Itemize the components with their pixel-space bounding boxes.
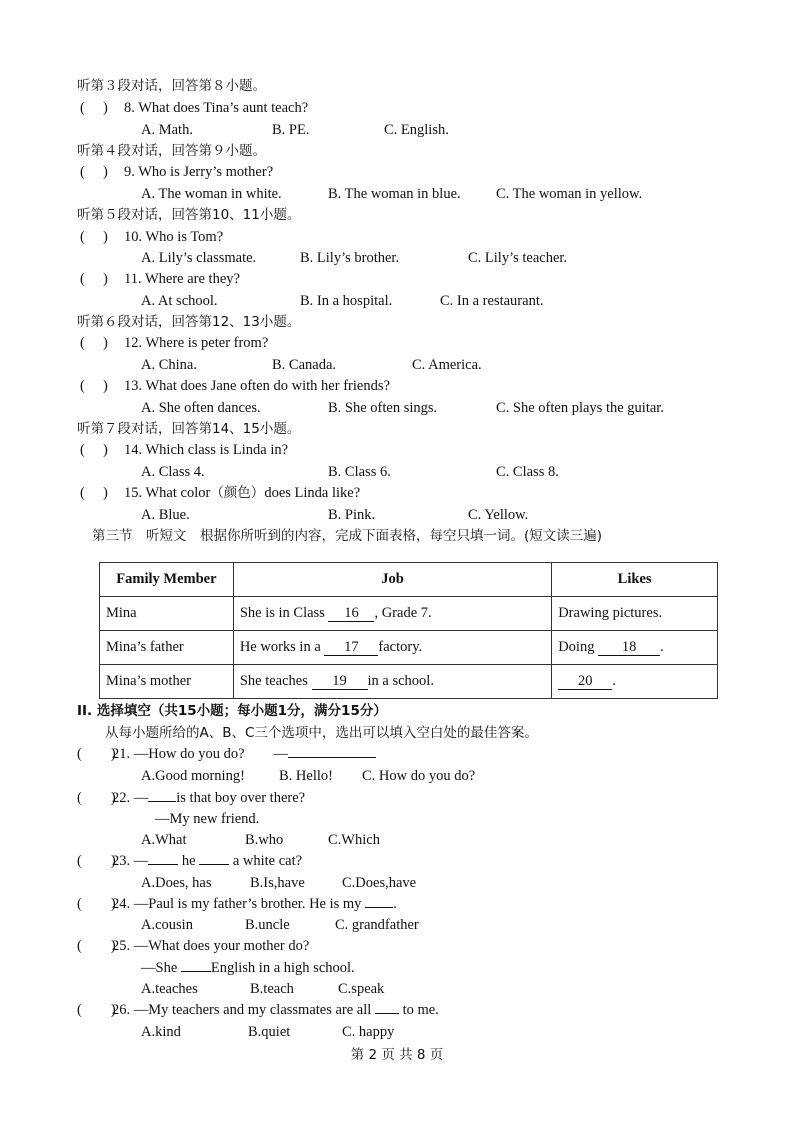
option-a: A.What bbox=[141, 832, 187, 848]
member-cell: Mina’s father bbox=[100, 631, 234, 665]
option-b: B.teach bbox=[250, 981, 294, 997]
option-b: B. Lily’s brother. bbox=[300, 250, 400, 266]
option-b: B. In a hospital. bbox=[300, 293, 393, 309]
answer-paren[interactable]: ( ) bbox=[80, 164, 108, 180]
question-text: 13. What does Jane often do with her friends? bbox=[124, 378, 390, 394]
option-a: A. At school. bbox=[141, 293, 218, 309]
question-text: 21. —How do you do? — bbox=[112, 744, 376, 764]
job-cell: She is in Class 16 , Grade 7. bbox=[233, 597, 551, 631]
table-header-row bbox=[100, 563, 718, 597]
answer-paren[interactable]: ( ) bbox=[77, 790, 116, 806]
option-c: C.Which bbox=[328, 832, 380, 848]
option-a: A.Good morning! bbox=[141, 768, 245, 784]
option-a: A. Math. bbox=[141, 122, 193, 138]
option-c: C. She often plays the guitar. bbox=[496, 400, 664, 416]
option-a: A. Lily’s classmate. bbox=[141, 250, 257, 266]
question-text: 10. Who is Tom? bbox=[124, 229, 224, 245]
answer-paren[interactable]: ( ) bbox=[77, 938, 116, 954]
blank-16[interactable]: 16 bbox=[328, 605, 374, 622]
option-c: C.Does,have bbox=[342, 875, 417, 891]
answer-blank[interactable] bbox=[288, 757, 376, 758]
member-cell: Mina bbox=[100, 597, 234, 631]
answer-paren[interactable]: ( ) bbox=[80, 442, 108, 458]
answer-paren[interactable]: ( ) bbox=[80, 378, 108, 394]
table-row bbox=[100, 597, 718, 631]
option-b: B.quiet bbox=[248, 1024, 291, 1040]
answer-paren[interactable]: ( ) bbox=[77, 746, 116, 762]
option-c: C. grandfather bbox=[335, 917, 419, 933]
question-text: 26. —My teachers and my classmates are all to me. bbox=[112, 1002, 439, 1018]
answer-paren[interactable]: ( ) bbox=[80, 485, 108, 501]
answer-paren[interactable]: ( ) bbox=[80, 229, 108, 245]
answer-paren[interactable]: ( ) bbox=[77, 1002, 116, 1018]
question-text: 22. — is that boy over there? bbox=[112, 790, 306, 806]
answer-blank[interactable] bbox=[148, 864, 178, 865]
question-text: 9. Who is Jerry’s mother? bbox=[124, 164, 274, 180]
answer-paren[interactable]: ( ) bbox=[80, 271, 108, 287]
blank-18[interactable]: 18 bbox=[598, 639, 660, 656]
option-c: C. The woman in yellow. bbox=[496, 186, 643, 202]
option-c: C. America. bbox=[412, 357, 482, 373]
header-family-member: Family Member bbox=[100, 563, 234, 597]
option-c: C. happy bbox=[342, 1024, 395, 1040]
question-text: 8. What does Tina’s aunt teach? bbox=[124, 100, 309, 116]
option-a: A. She often dances. bbox=[141, 400, 261, 416]
likes-cell: Doing 18 . bbox=[552, 631, 718, 665]
table-row bbox=[100, 631, 718, 665]
option-b: B. PE. bbox=[272, 122, 310, 138]
question-text: 11. Where are they? bbox=[124, 271, 240, 287]
answer-blank[interactable] bbox=[148, 801, 176, 802]
answer-paren[interactable]: ( ) bbox=[80, 335, 108, 351]
option-c: C. Yellow. bbox=[468, 507, 529, 523]
option-a: A.cousin bbox=[141, 917, 193, 933]
option-c: C. Class 8. bbox=[496, 464, 559, 480]
question-text: 24. —Paul is my father’s brother. He is my . bbox=[112, 896, 397, 912]
option-c: C.speak bbox=[338, 981, 385, 997]
option-c: C. In a restaurant. bbox=[440, 293, 544, 309]
option-a: A.teaches bbox=[141, 981, 198, 997]
option-a: A.Does, has bbox=[141, 875, 212, 891]
question-text: 15. What color（颜色）does Linda like? bbox=[124, 485, 361, 501]
option-b: B. Pink. bbox=[328, 507, 376, 523]
option-c: C. English. bbox=[384, 122, 449, 138]
blank-20[interactable]: 20 bbox=[558, 673, 612, 690]
table-row bbox=[100, 665, 718, 699]
option-b: B.who bbox=[245, 832, 284, 848]
family-table bbox=[99, 562, 718, 699]
question-text: 25. —What does your mother do? bbox=[112, 938, 310, 954]
option-a: A.kind bbox=[141, 1024, 181, 1040]
blank-19[interactable]: 19 bbox=[312, 673, 368, 690]
answer-blank[interactable] bbox=[199, 864, 229, 865]
question-text: 14. Which class is Linda in? bbox=[124, 442, 289, 458]
option-a: A. Class 4. bbox=[141, 464, 205, 480]
answer-paren[interactable]: ( ) bbox=[77, 896, 116, 912]
option-a: A. China. bbox=[141, 357, 197, 373]
header-likes: Likes bbox=[552, 563, 718, 597]
option-a: A. The woman in white. bbox=[141, 186, 282, 202]
answer-blank[interactable] bbox=[375, 1013, 399, 1014]
answer-blank[interactable] bbox=[365, 907, 393, 908]
job-cell: She teaches 19 in a school. bbox=[233, 665, 551, 699]
likes-cell: 20 . bbox=[552, 665, 718, 699]
question-text: 12. Where is peter from? bbox=[124, 335, 269, 351]
question-text: 23. — he a white cat? bbox=[112, 853, 303, 869]
option-b: B. She often sings. bbox=[328, 400, 438, 416]
job-cell: He works in a 17 factory. bbox=[233, 631, 551, 665]
option-a: A. Blue. bbox=[141, 507, 190, 523]
answer-blank[interactable] bbox=[181, 971, 211, 972]
option-b: B. Canada. bbox=[272, 357, 337, 373]
option-b: B. Class 6. bbox=[328, 464, 391, 480]
answer-paren[interactable]: ( ) bbox=[77, 853, 116, 869]
page-footer: 第 2 页 共 8 页 bbox=[350, 1047, 444, 1063]
option-b: B. Hello! bbox=[279, 768, 333, 784]
option-b: B.uncle bbox=[245, 917, 290, 933]
option-b: B.Is,have bbox=[250, 875, 305, 891]
option-b: B. The woman in blue. bbox=[328, 186, 461, 202]
option-c: C. How do you do? bbox=[362, 768, 476, 784]
member-cell: Mina’s mother bbox=[100, 665, 234, 699]
answer-paren[interactable]: ( ) bbox=[80, 100, 108, 116]
blank-17[interactable]: 17 bbox=[324, 639, 378, 656]
option-c: C. Lily’s teacher. bbox=[468, 250, 568, 266]
header-job: Job bbox=[233, 563, 551, 597]
likes-cell: Drawing pictures. bbox=[552, 597, 718, 631]
